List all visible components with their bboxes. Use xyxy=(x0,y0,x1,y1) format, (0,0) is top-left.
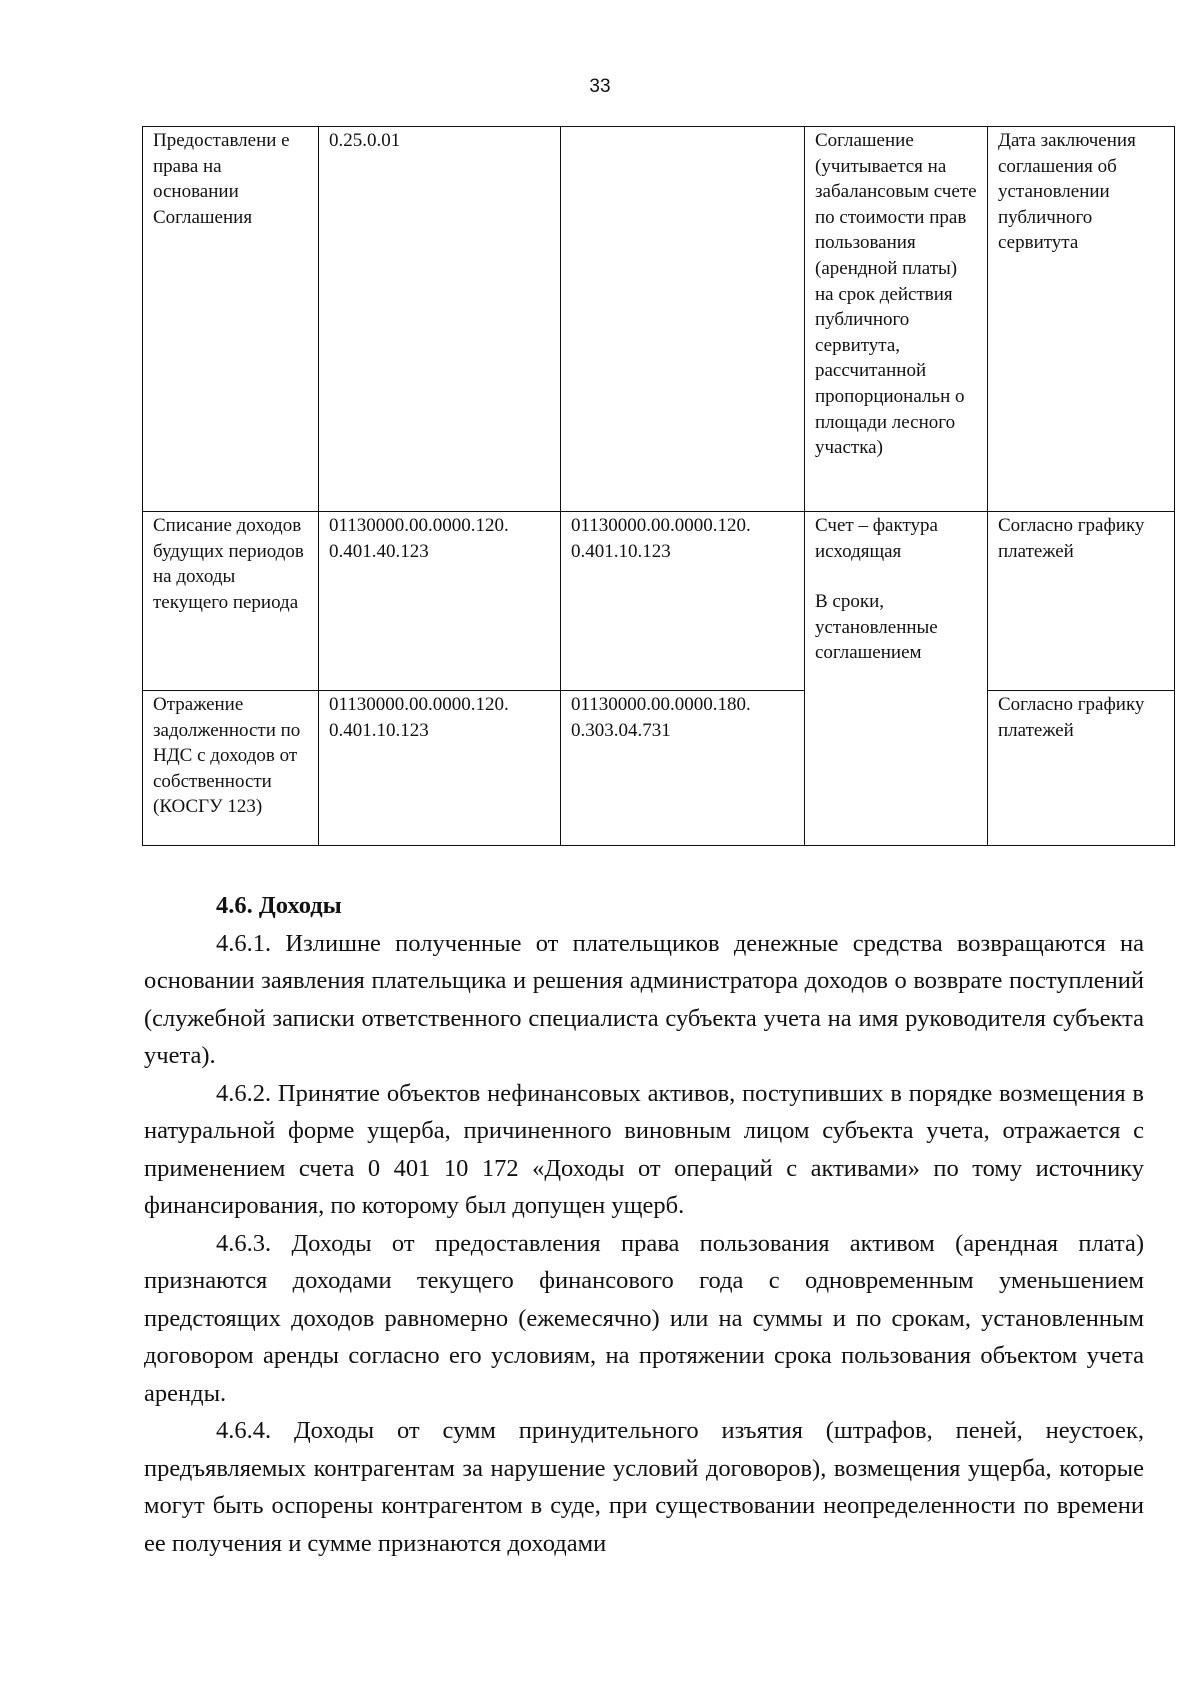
operation-cell: Списание доходов будущих периодов на доходы текущего периода xyxy=(143,512,319,691)
debit-account-cell: 01130000.00.0000.120. 0.401.40.123 xyxy=(319,512,561,691)
credit-account-cell: 01130000.00.0000.180. 0.303.04.731 xyxy=(561,691,805,846)
paragraph: 4.6.1. Излишне полученные от плательщиков денежные средства возвращаются на основании заявления плательщика и решения администратора доходов о возврате поступлений (служебной записки ответственного специалиста субъекта учета на имя руководителя субъекта учета). xyxy=(144,929,1144,1069)
section-heading: 4.6. Доходы xyxy=(216,892,342,919)
date-cell: Согласно графику платежей xyxy=(988,691,1175,846)
credit-account-cell xyxy=(561,127,805,512)
document-deadline: В сроки, установленные соглашением xyxy=(815,591,938,664)
table-row xyxy=(143,691,1175,846)
operation-cell: Отражение задолженности по НДС с доходов от собственности (КОСГУ 123) xyxy=(143,691,319,846)
document-cell xyxy=(805,512,988,846)
section-body xyxy=(144,887,1144,1562)
debit-account-cell: 01130000.00.0000.120. 0.401.10.123 xyxy=(319,691,561,846)
spacer xyxy=(815,564,979,589)
paragraph: 4.6.4. Доходы от сумм принудительного изъятия (штрафов, пеней, неустоек, предъявляемых контрагентам за нарушение условий договоров), возмещения ущерба, которые могут быть оспорены контрагентом в суде, при существовании неопределенности по времени ее получения и сумме признаются доходами xyxy=(144,1417,1144,1557)
credit-account-cell: 01130000.00.0000.120. 0.401.10.123 xyxy=(561,512,805,691)
operation-cell: Предоставлени е права на основании Соглашения xyxy=(143,127,319,512)
page-number: 33 xyxy=(589,76,611,97)
table-row xyxy=(143,127,1175,512)
table-row xyxy=(143,512,1175,691)
date-cell: Дата заключения соглашения об установлении публичного сервитута xyxy=(988,127,1175,512)
paragraph: 4.6.2. Принятие объектов нефинансовых активов, поступивших в порядке возмещения в натуральной форме ущерба, причиненного виновным лицом субъекта учета, отражается с применением счета 0 401 10 172 «Доходы от операций с активами» по тому источнику финансирования, по которому был допущен ущерб. xyxy=(144,1079,1144,1219)
document-cell: Соглашение (учитывается на забалансовым счете по стоимости прав пользования (арендной платы) на срок действия публичного сервитута, рассчитанной пропорциональн о площади лесного участка) xyxy=(805,127,988,512)
debit-account-cell: 0.25.0.01 xyxy=(319,127,561,512)
paragraph: 4.6.3. Доходы от предоставления права пользования активом (арендная плата) признаются доходами текущего финансового года с одновременным уменьшением предстоящих доходов равномерно (ежемесячно) или на суммы и по срокам, установленным договором аренды согласно его условиям, на протяжении срока пользования объектом учета аренды. xyxy=(144,1229,1144,1407)
document-name: Счет – фактура исходящая xyxy=(815,515,938,562)
accounting-entries-table xyxy=(142,126,1175,846)
date-cell: Согласно графику платежей xyxy=(988,512,1175,691)
